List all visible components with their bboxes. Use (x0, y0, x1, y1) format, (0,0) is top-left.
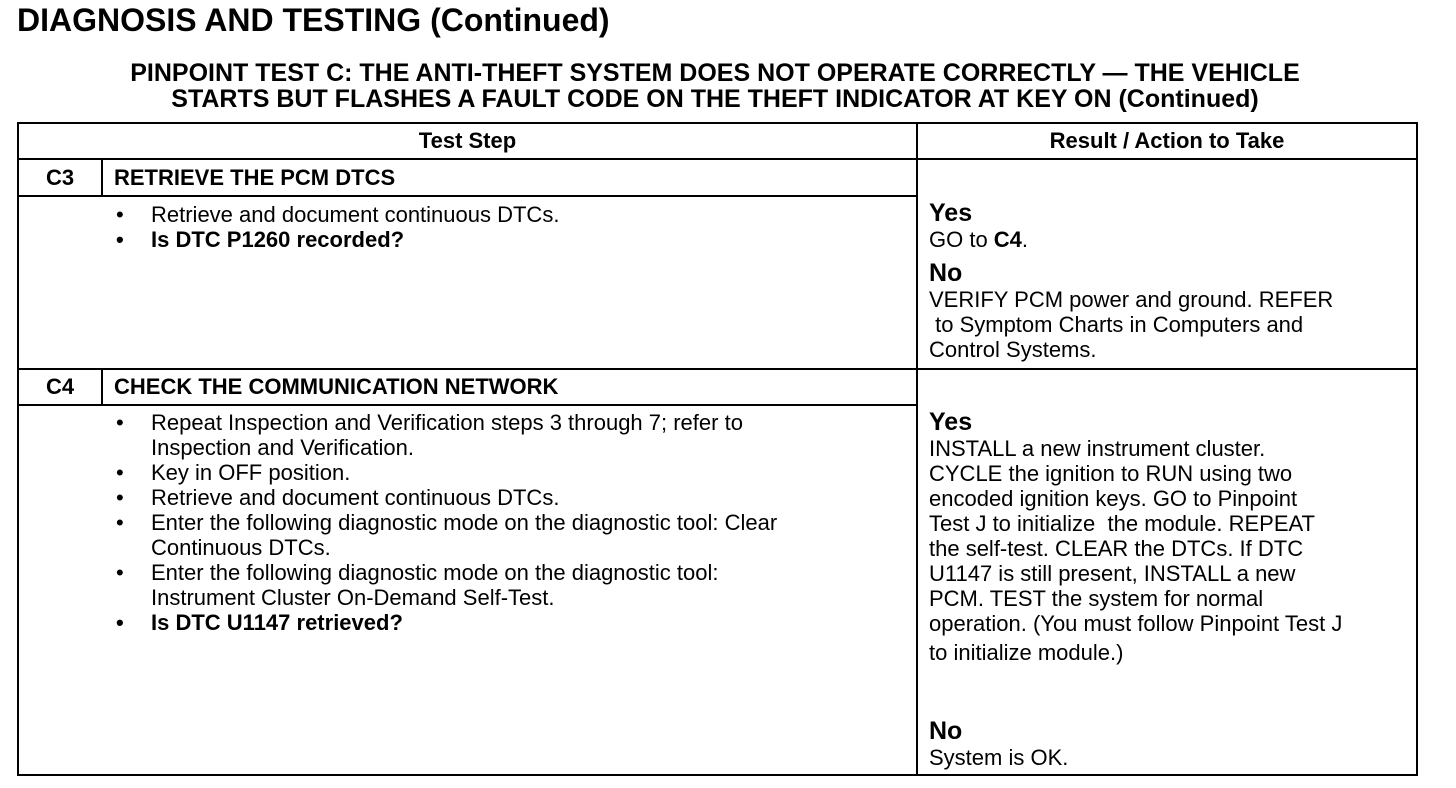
list-item: • Retrieve and document continuous DTCs. (113, 485, 777, 510)
result-yes-prefix-c3: GO to (929, 227, 994, 252)
result-no-line: VERIFY PCM power and ground. REFER (929, 287, 1334, 312)
list-item: • Repeat Inspection and Verification steps 3 through 7; refer to Inspection and Verification. (113, 410, 777, 460)
result-yes-action-c3 (929, 227, 1333, 252)
diagnostic-table (17, 122, 1418, 776)
result-no-label-c3: No (929, 259, 963, 287)
result-yes-line: to initialize module.) (929, 640, 1124, 665)
column-divider (916, 124, 918, 774)
step-instructions-c3 (113, 202, 559, 252)
step-id-c4: C4 (45, 374, 75, 399)
header-test-step: Test Step (418, 128, 517, 153)
step-title-divider-c3 (19, 195, 916, 197)
pinpoint-test-title (0, 60, 1430, 112)
step-instructions-c4 (113, 410, 777, 635)
list-item: • Is DTC P1260 recorded? (113, 227, 559, 252)
pinpoint-test-title-line-1: PINPOINT TEST C: THE ANTI-THEFT SYSTEM DOES NOT OPERATE CORRECTLY — THE VEHICLE (130, 59, 1300, 87)
step-id-c3: C3 (45, 165, 75, 190)
header-result-action: Result / Action to Take (1049, 128, 1285, 153)
step-title-divider-c4 (19, 404, 916, 406)
step-title-c3: RETRIEVE THE PCM DTCS (114, 165, 396, 190)
result-yes-label-c4: Yes (929, 408, 973, 436)
result-no-text-c4: System is OK. (929, 745, 1069, 770)
result-no-line: Control Systems. (929, 337, 1097, 362)
result-yes-line: CYCLE the ignition to RUN using two (929, 461, 1293, 486)
result-no-label-c4: No (929, 717, 963, 745)
result-c4 (929, 408, 1342, 665)
result-yes-line: INSTALL a new instrument cluster. (929, 436, 1266, 461)
result-yes-suffix-c3: . (1021, 227, 1029, 252)
result-yes-target-c3: C4 (993, 227, 1022, 252)
pinpoint-test-title-line-2: STARTS BUT FLASHES A FAULT CODE ON THE THEFT INDICATOR AT KEY ON (Continued) (171, 85, 1259, 113)
step-title-c4: CHECK THE COMMUNICATION NETWORK (114, 374, 559, 399)
result-yes-label-c3: Yes (929, 199, 973, 227)
result-yes-line: U1147 is still present, INSTALL a new (929, 561, 1296, 586)
list-item: • Enter the following diagnostic mode on the diagnostic tool: Clear Continuous DTCs. (113, 510, 777, 560)
result-yes-line: operation. (You must follow Pinpoint Test J (929, 611, 1343, 636)
result-yes-line: Test J to initialize the module. REPEAT (929, 511, 1315, 536)
result-yes-line: encoded ignition keys. GO to Pinpoint (929, 486, 1298, 511)
result-yes-line: PCM. TEST the system for normal (929, 586, 1264, 611)
result-no-line: to Symptom Charts in Computers and (929, 312, 1304, 337)
list-item: • Enter the following diagnostic mode on the diagnostic tool: Instrument Cluster On-Demand Self-Test. (113, 560, 777, 610)
header-divider (19, 158, 1416, 160)
step-id-divider-c4 (101, 370, 103, 405)
list-item: • Retrieve and document continuous DTCs. (113, 202, 559, 227)
row-divider-c3-c4 (19, 368, 1416, 370)
result-yes-line: the self-test. CLEAR the DTCs. If DTC (929, 536, 1304, 561)
result-no-c4 (929, 717, 1068, 770)
result-c3 (929, 199, 1333, 362)
list-item: • Key in OFF position. (113, 460, 777, 485)
step-id-divider-c3 (101, 160, 103, 196)
list-item: • Is DTC U1147 retrieved? (113, 610, 777, 635)
page-heading: DIAGNOSIS AND TESTING (Continued) (17, 2, 610, 38)
